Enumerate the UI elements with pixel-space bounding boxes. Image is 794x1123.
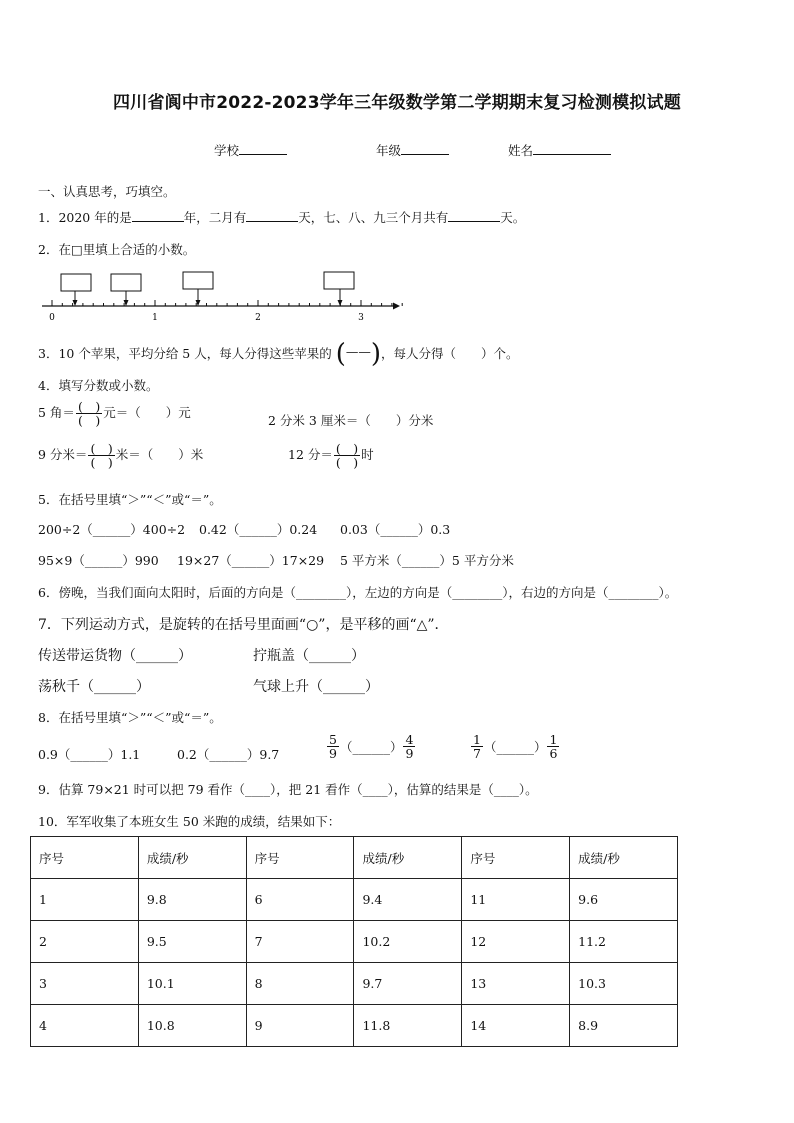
q4-line-1a: 5 角＝ $\frac{( )}{( )}$ 元＝（ ）元 (38, 399, 191, 429)
table-cell: 11.8 (354, 1005, 462, 1047)
q5-item: 0.03（______）0.3 (340, 522, 451, 537)
table-header-cell: 成绩/秒 (138, 837, 246, 879)
table-row (31, 921, 678, 963)
table-header-row (31, 837, 678, 879)
table-cell: 6 (246, 879, 354, 921)
table-cell: 9.7 (354, 963, 462, 1005)
section-heading: 一、认真思考，巧填空。 (38, 184, 176, 199)
table-cell: 9.8 (138, 879, 246, 921)
table-cell: 10.3 (570, 963, 678, 1005)
q4-line-2c: 12 分＝ $\frac{( )}{( )}$ 时 (288, 441, 374, 471)
q7-item: 荡秋千（______） (38, 679, 150, 695)
question-10: 10．军军收集了本班女生 50 米跑的成绩，结果如下： (38, 814, 341, 829)
q8-item: 0.2（______）9.7 (177, 747, 280, 762)
table-cell: 14 (462, 1005, 570, 1047)
scores-table (30, 836, 678, 1047)
tick-label-3: 3 (358, 313, 364, 323)
question-4: 4．填写分数或小数。 (38, 378, 159, 393)
table-header-cell: 成绩/秒 (570, 837, 678, 879)
table-row (31, 963, 678, 1005)
table-cell: 9.4 (354, 879, 462, 921)
table-cell: 7 (246, 921, 354, 963)
number-line-ticks (52, 300, 402, 306)
table-cell: 3 (31, 963, 139, 1005)
question-3: 3．10 个苹果，平均分给 5 人，每人分得这些苹果的 (——)，每人分得（ ）个。 (38, 339, 519, 369)
answer-box-3[interactable] (183, 272, 213, 289)
table-cell: 9.6 (570, 879, 678, 921)
q7-item: 气球上升（______） (253, 679, 379, 695)
table-header-cell: 序号 (31, 837, 139, 879)
question-6: 6．傍晚，当我们面向太阳时，后面的方向是（________），左边的方向是（________），右边的方向是（________）。 (38, 585, 678, 600)
q5-item: 5 平方米（______）5 平方分米 (340, 553, 514, 568)
question-8: 8．在括号里填“＞”“＜”或“＝”。 (38, 710, 222, 725)
table-cell: 1 (31, 879, 139, 921)
table-cell: 10.2 (354, 921, 462, 963)
header-school: 学校 (214, 141, 287, 159)
page-title: 四川省阆中市2022-2023学年三年级数学第二学期期末复习检测模拟试题 (113, 93, 681, 113)
q4-line-2a: 9 分米＝ $\frac{( )}{( )}$ 米＝（ ）米 (38, 441, 204, 471)
tick-label-1: 1 (152, 313, 158, 323)
q8-fraction-compare-2: $\frac{1}{7}$ （______） $\frac{1}{6}$ (473, 732, 558, 762)
q5-item: 19×27（______）17×29 (177, 553, 325, 568)
question-2: 2．在□里填上合适的小数。 (38, 242, 196, 257)
answer-box-1[interactable] (61, 274, 91, 291)
number-line-arrow (393, 303, 400, 310)
header-name: 姓名 (508, 141, 611, 159)
q5-item: 200÷2（______）400÷2 (38, 522, 186, 537)
table-header-cell: 成绩/秒 (354, 837, 462, 879)
table-cell: 11.2 (570, 921, 678, 963)
answer-box-4[interactable] (324, 272, 354, 289)
q5-item: 0.42（______）0.24 (199, 522, 318, 537)
question-7: 7．下列运动方式，是旋转的在括号里面画“○”，是平移的画“△”． (38, 617, 449, 633)
table-row (31, 1005, 678, 1047)
q7-item: 拧瓶盖（______） (253, 648, 365, 664)
table-cell: 11 (462, 879, 570, 921)
table-cell: 10.8 (138, 1005, 246, 1047)
question-5: 5．在括号里填“＞”“＜”或“＝”。 (38, 492, 222, 507)
table-cell: 10.1 (138, 963, 246, 1005)
table-cell: 8 (246, 963, 354, 1005)
tick-label-2: 2 (255, 313, 261, 323)
number-line (38, 266, 408, 326)
q4-line-1c: 2 分米 3 厘米＝（ ）分米 (268, 413, 434, 428)
table-cell: 9 (246, 1005, 354, 1047)
table-header-cell: 序号 (246, 837, 354, 879)
q7-item: 传送带运货物（______） (38, 648, 192, 664)
q8-item: 0.9（______）1.1 (38, 747, 141, 762)
table-header-cell: 序号 (462, 837, 570, 879)
header-grade: 年级 (376, 141, 449, 159)
question-1: 1．2020 年的是 年，二月有 天，七、八、九三个月共有 天。 (38, 210, 526, 225)
table-cell: 4 (31, 1005, 139, 1047)
table-cell: 12 (462, 921, 570, 963)
table-cell: 13 (462, 963, 570, 1005)
tick-label-0: 0 (49, 313, 55, 323)
table-cell: 8.9 (570, 1005, 678, 1047)
table-cell: 9.5 (138, 921, 246, 963)
table-row (31, 879, 678, 921)
question-9: 9．估算 79×21 时可以把 79 看作（____），把 21 看作（____），估算的结果是（____）。 (38, 782, 538, 797)
answer-box-2[interactable] (111, 274, 141, 291)
q5-item: 95×9（______）990 (38, 553, 159, 568)
q8-fraction-compare-1: $\frac{5}{9}$ （______） $\frac{4}{9}$ (329, 732, 414, 762)
table-cell: 2 (31, 921, 139, 963)
